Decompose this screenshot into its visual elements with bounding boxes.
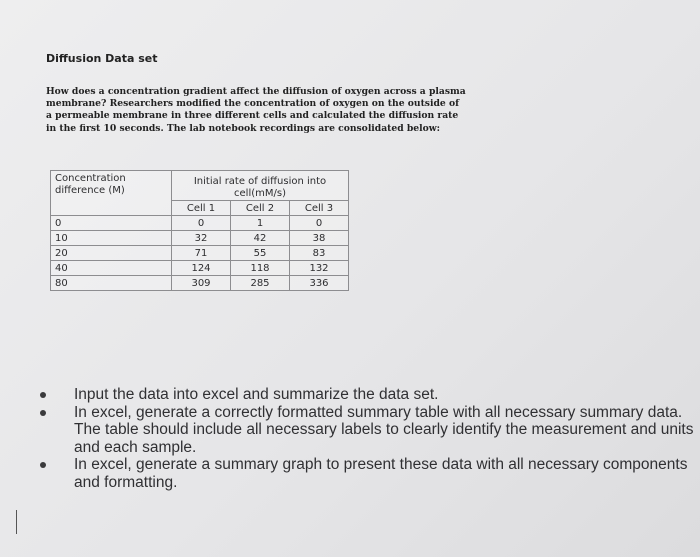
diffusion-data-table xyxy=(50,170,349,291)
table-row xyxy=(51,276,349,291)
list-item xyxy=(36,456,696,491)
cell-2-header: Cell 2 xyxy=(231,201,290,216)
concentration-cell: 40 xyxy=(51,261,172,276)
cell-1-value: 0 xyxy=(172,216,231,231)
cell-1-value: 71 xyxy=(172,246,231,261)
page-edge-mark xyxy=(16,510,17,534)
cell-2-value: 42 xyxy=(231,231,290,246)
rate-header-line1: Initial rate of diffusion into xyxy=(193,176,327,187)
document-title: Diffusion Data set xyxy=(46,52,158,65)
table-row xyxy=(51,231,349,246)
table-row xyxy=(51,216,349,231)
concentration-cell: 80 xyxy=(51,276,172,291)
cell-3-value: 0 xyxy=(290,216,349,231)
cell-2-value: 285 xyxy=(231,276,290,291)
cell-3-value: 38 xyxy=(290,231,349,246)
task-list xyxy=(36,386,696,491)
table-header-row xyxy=(51,171,349,201)
rate-header xyxy=(172,171,349,201)
list-item xyxy=(36,386,696,404)
bullet-icon xyxy=(40,392,46,398)
concentration-cell: 10 xyxy=(51,231,172,246)
cell-1-value: 32 xyxy=(172,231,231,246)
table-row xyxy=(51,261,349,276)
cell-3-value: 83 xyxy=(290,246,349,261)
cell-1-value: 124 xyxy=(172,261,231,276)
table-row xyxy=(51,246,349,261)
concentration-cell: 0 xyxy=(51,216,172,231)
cell-2-value: 1 xyxy=(231,216,290,231)
list-item xyxy=(36,404,696,457)
task-text: Input the data into excel and summarize the data set. xyxy=(74,386,439,403)
cell-1-value: 309 xyxy=(172,276,231,291)
task-text: In excel, generate a summary graph to present these data with all necessary components and formatting. xyxy=(74,456,688,491)
bullet-icon xyxy=(40,410,46,416)
bullet-icon xyxy=(40,462,46,468)
cell-3-value: 336 xyxy=(290,276,349,291)
cell-3-value: 132 xyxy=(290,261,349,276)
cell-3-header: Cell 3 xyxy=(290,201,349,216)
cell-1-header: Cell 1 xyxy=(172,201,231,216)
concentration-header: Concentration difference (M) xyxy=(51,171,172,216)
intro-paragraph: How does a concentration gradient affect the diffusion of oxygen across a plasma membrane? Researchers modified the concentration of oxygen on the outside of a permeable membrane in three different cells and calculated the diffusion rate in the first 10 seconds. The lab notebook recordings are consolidated below: xyxy=(46,86,466,134)
rate-header-line2: cell(mM/s) xyxy=(234,188,286,199)
task-text: In excel, generate a correctly formatted summary table with all necessary summary data. The table should include all necessary labels to clearly identify the measurement and units and each sample. xyxy=(74,403,694,456)
cell-2-value: 118 xyxy=(231,261,290,276)
concentration-cell: 20 xyxy=(51,246,172,261)
cell-2-value: 55 xyxy=(231,246,290,261)
